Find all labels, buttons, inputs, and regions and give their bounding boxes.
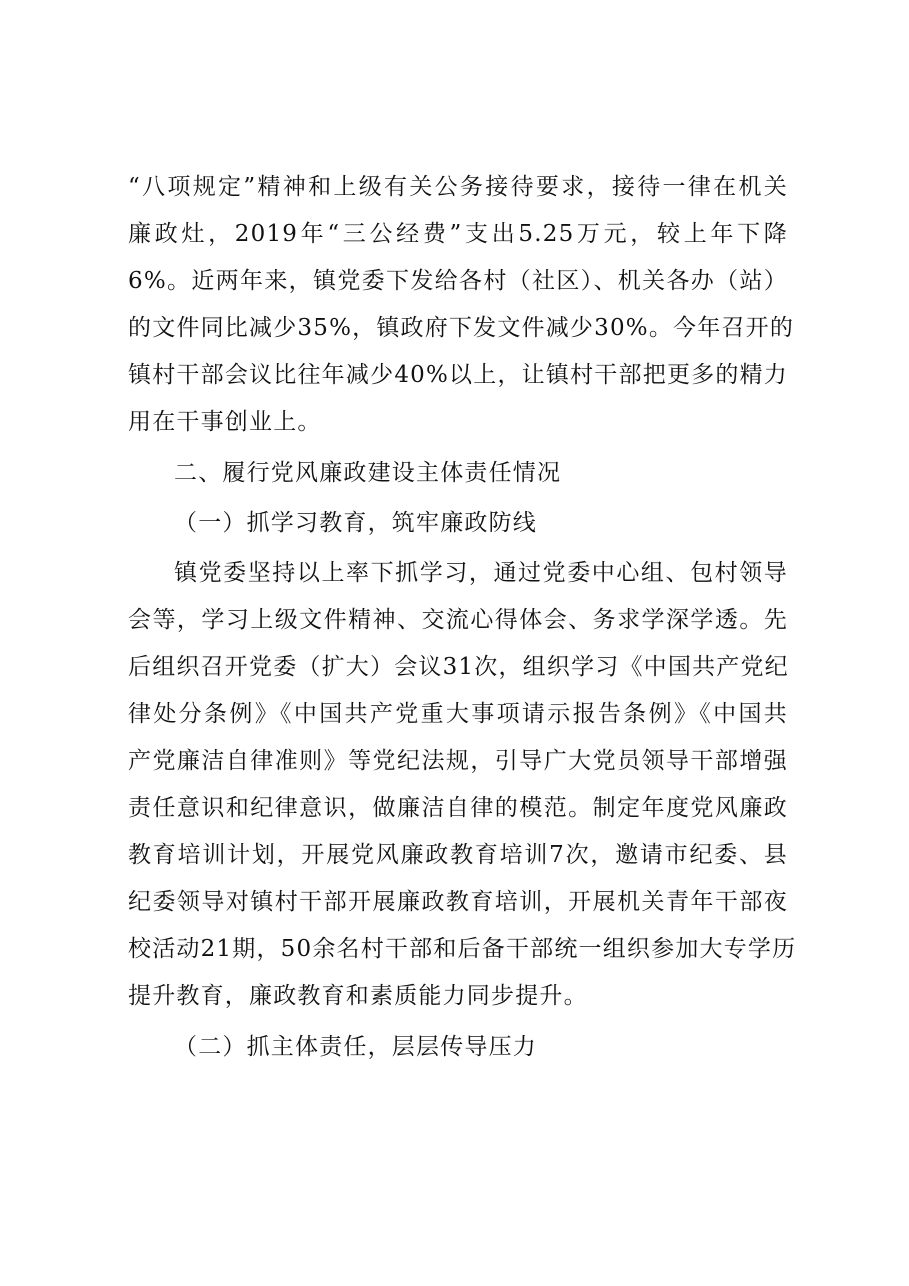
subsection-heading: （一）抓学习教育，筑牢廉政防线 <box>174 510 537 536</box>
paragraph-line: 责任意识和纪律意识，做廉洁自律的模范。制定年度党风廉政 <box>128 795 788 821</box>
paragraph-line: 用在干事创业上。 <box>128 409 322 435</box>
paragraph-line: 的文件同比减少35%，镇政府下发文件减少30%。今年召开的 <box>128 315 795 341</box>
subsection-heading: （二）抓主体责任，层层传导压力 <box>174 1034 537 1060</box>
paragraph-line: 律处分条例》《中国共产党重大事项请示报告条例》《中国共 <box>128 701 788 727</box>
paragraph-line: 教育培训计划，开展党风廉政教育培训7次，邀请市纪委、县 <box>128 842 788 868</box>
paragraph-line: 纪委领导对镇村干部开展廉政教育培训，开展机关青年干部夜 <box>128 889 788 915</box>
paragraph-line: 提升教育，廉政教育和素质能力同步提升。 <box>128 983 588 1009</box>
paragraph-line: 后组织召开党委（扩大）会议31次，组织学习《中国共产党纪 <box>128 654 789 680</box>
section-heading: 二、履行党风廉政建设主体责任情况 <box>174 460 562 486</box>
paragraph-line: 会等，学习上级文件精神、交流心得体会、务求学深学透。先 <box>128 607 788 633</box>
paragraph-line: 镇党委坚持以上率下抓学习，通过党委中心组、包村领导 <box>174 560 788 586</box>
paragraph-line: 廉政灶，2019年“三公经费”支出5.25万元，较上年下降 <box>128 221 788 247</box>
paragraph-line: 6%。近两年来，镇党委下发给各村（社区）、机关各办（站） <box>128 268 788 294</box>
paragraph-line: 产党廉洁自律准则》等党纪法规，引导广大党员领导干部增强 <box>128 748 788 774</box>
paragraph-line: “八项规定”精神和上级有关公务接待要求，接待一律在机关 <box>128 174 788 200</box>
paragraph-line: 镇村干部会议比往年减少40%以上，让镇村干部把更多的精力 <box>128 362 788 388</box>
paragraph-line: 校活动21期，50余名村干部和后备干部统一组织参加大专学历 <box>128 936 797 962</box>
